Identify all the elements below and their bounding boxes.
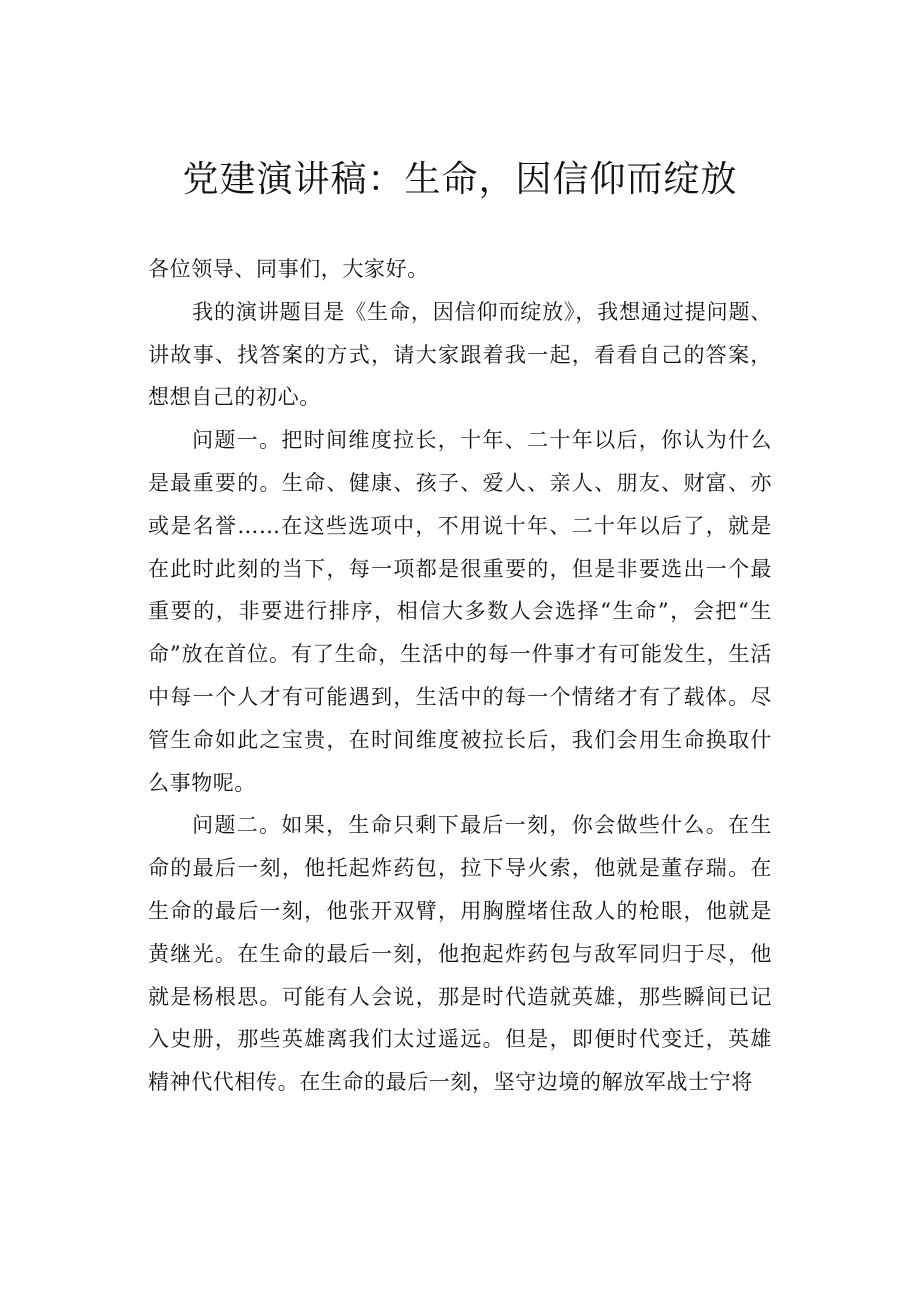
intro-paragraph: 我的演讲题目是《生命，因信仰而绽放》，我想通过提问题、讲故事、找答案的方式，请大家跟着我一起，看看自己的答案，想想自己的初心。	[148, 299, 772, 410]
question-two-paragraph: 问题二。如果，生命只剩下最后一刻，你会做些什么。在生命的最后一刻，他托起炸药包，拉下导火索，他就是董存瑞。在生命的最后一刻，他张开双臂，用胸膛堵住敌人的枪眼，他就是黄继光。在生命的最后一刻，他抱起炸药包与敌军同归于尽，他就是杨根思。可能有人会说，那是时代造就英雄，那些瞬间已记入史册，那些英雄离我们太过遥远。但是，即便时代变迁，英雄精神代代相传。在生命的最后一刻，坚守边境的解放军战士宁将	[148, 813, 772, 1095]
greeting-paragraph: 各位领导、同事们，大家好。	[148, 257, 429, 281]
document-title: 党建演讲稿：生命，因信仰而绽放	[182, 159, 738, 200]
document-body	[148, 248, 772, 1104]
question-one-paragraph: 问题一。把时间维度拉长，十年、二十年以后，你认为什么是最重要的。生命、健康、孩子、爱人、亲人、朋友、财富、亦或是名誉……在这些选项中，不用说十年、二十年以后了，就是在此时此刻的当下，每一项都是很重要的，但是非要选出一个最重要的，非要进行排序，相信大多数人会选择“生命”，会把“生命”放在首位。有了生命，生活中的每一件事才有可能发生，生活中每一个人才有可能遇到，生活中的每一个情绪才有了载体。尽管生命如此之宝贵，在时间维度被拉长后，我们会用生命换取什么事物呢。	[148, 428, 772, 795]
